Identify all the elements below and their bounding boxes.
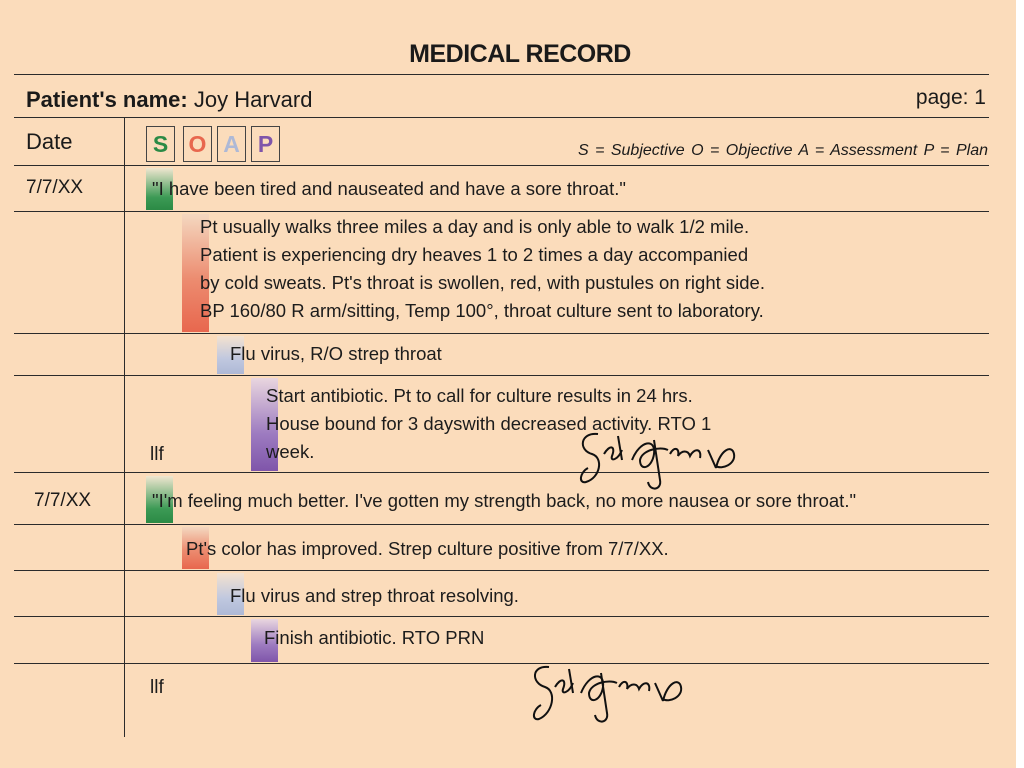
date-header: Date	[26, 129, 73, 154]
objective-note-line: by cold sweats. Pt's throat is swollen, red, with pustules on right side.	[200, 272, 765, 293]
page-edge	[1016, 0, 1024, 768]
entry-date: 7/7/XX	[26, 177, 84, 198]
soap-p-box: P	[251, 126, 280, 162]
assessment-note: Flu virus and strep throat resolving.	[230, 585, 519, 606]
page-number: page: 1	[915, 86, 986, 109]
soap-s-box: S	[146, 126, 175, 162]
subjective-note: "I'm feeling much better. I've gotten my strength back, no more nausea or sore throat."	[152, 490, 857, 511]
date-column-divider	[124, 117, 125, 737]
plan-note-line: House bound for 3 dayswith decreased activity. RTO 1	[266, 413, 712, 434]
patient-name: Joy Harvard	[193, 87, 313, 112]
rule	[14, 375, 989, 376]
rule	[14, 663, 989, 664]
clerk-initials: llf	[150, 444, 164, 465]
rule	[14, 616, 989, 617]
objective-note-line: Patient is experiencing dry heaves 1 to 2 times a day accompanied	[200, 244, 749, 265]
rule	[14, 570, 989, 571]
patient-name-field	[26, 87, 312, 113]
soap-a-box: A	[217, 126, 246, 162]
soap-o-box: O	[183, 126, 212, 162]
rule	[14, 165, 989, 166]
rule	[14, 472, 989, 473]
patient-name-label: Patient's name:	[26, 87, 188, 112]
plan-note-line: week.	[266, 441, 315, 462]
objective-note-line: Pt usually walks three miles a day and is only able to walk 1/2 mile.	[200, 216, 750, 237]
rule	[14, 211, 989, 212]
plan-note-line: Finish antibiotic. RTO PRN	[264, 627, 485, 648]
clerk-initials: llf	[150, 677, 164, 698]
rule	[14, 333, 989, 334]
objective-note-line: Pt's color has improved. Strep culture positive from 7/7/XX.	[186, 538, 669, 559]
objective-note-line: BP 160/80 R arm/sitting, Temp 100°, throat culture sent to laboratory.	[200, 300, 764, 321]
entry-date: 7/7/XX	[34, 490, 92, 511]
soap-legend: S = Subjective O = Objective A = Assessment P = Plan	[577, 142, 988, 159]
plan-note-line: Start antibiotic. Pt to call for culture results in 24 hrs.	[266, 385, 693, 406]
assessment-note: Flu virus, R/O strep throat	[230, 343, 442, 364]
document-title: MEDICAL RECORD	[409, 40, 631, 68]
rule	[14, 524, 989, 525]
physician-signature	[525, 655, 695, 735]
rule	[14, 117, 989, 118]
subjective-note: "I have been tired and nauseated and have a sore throat."	[152, 178, 626, 199]
rule	[14, 74, 989, 75]
